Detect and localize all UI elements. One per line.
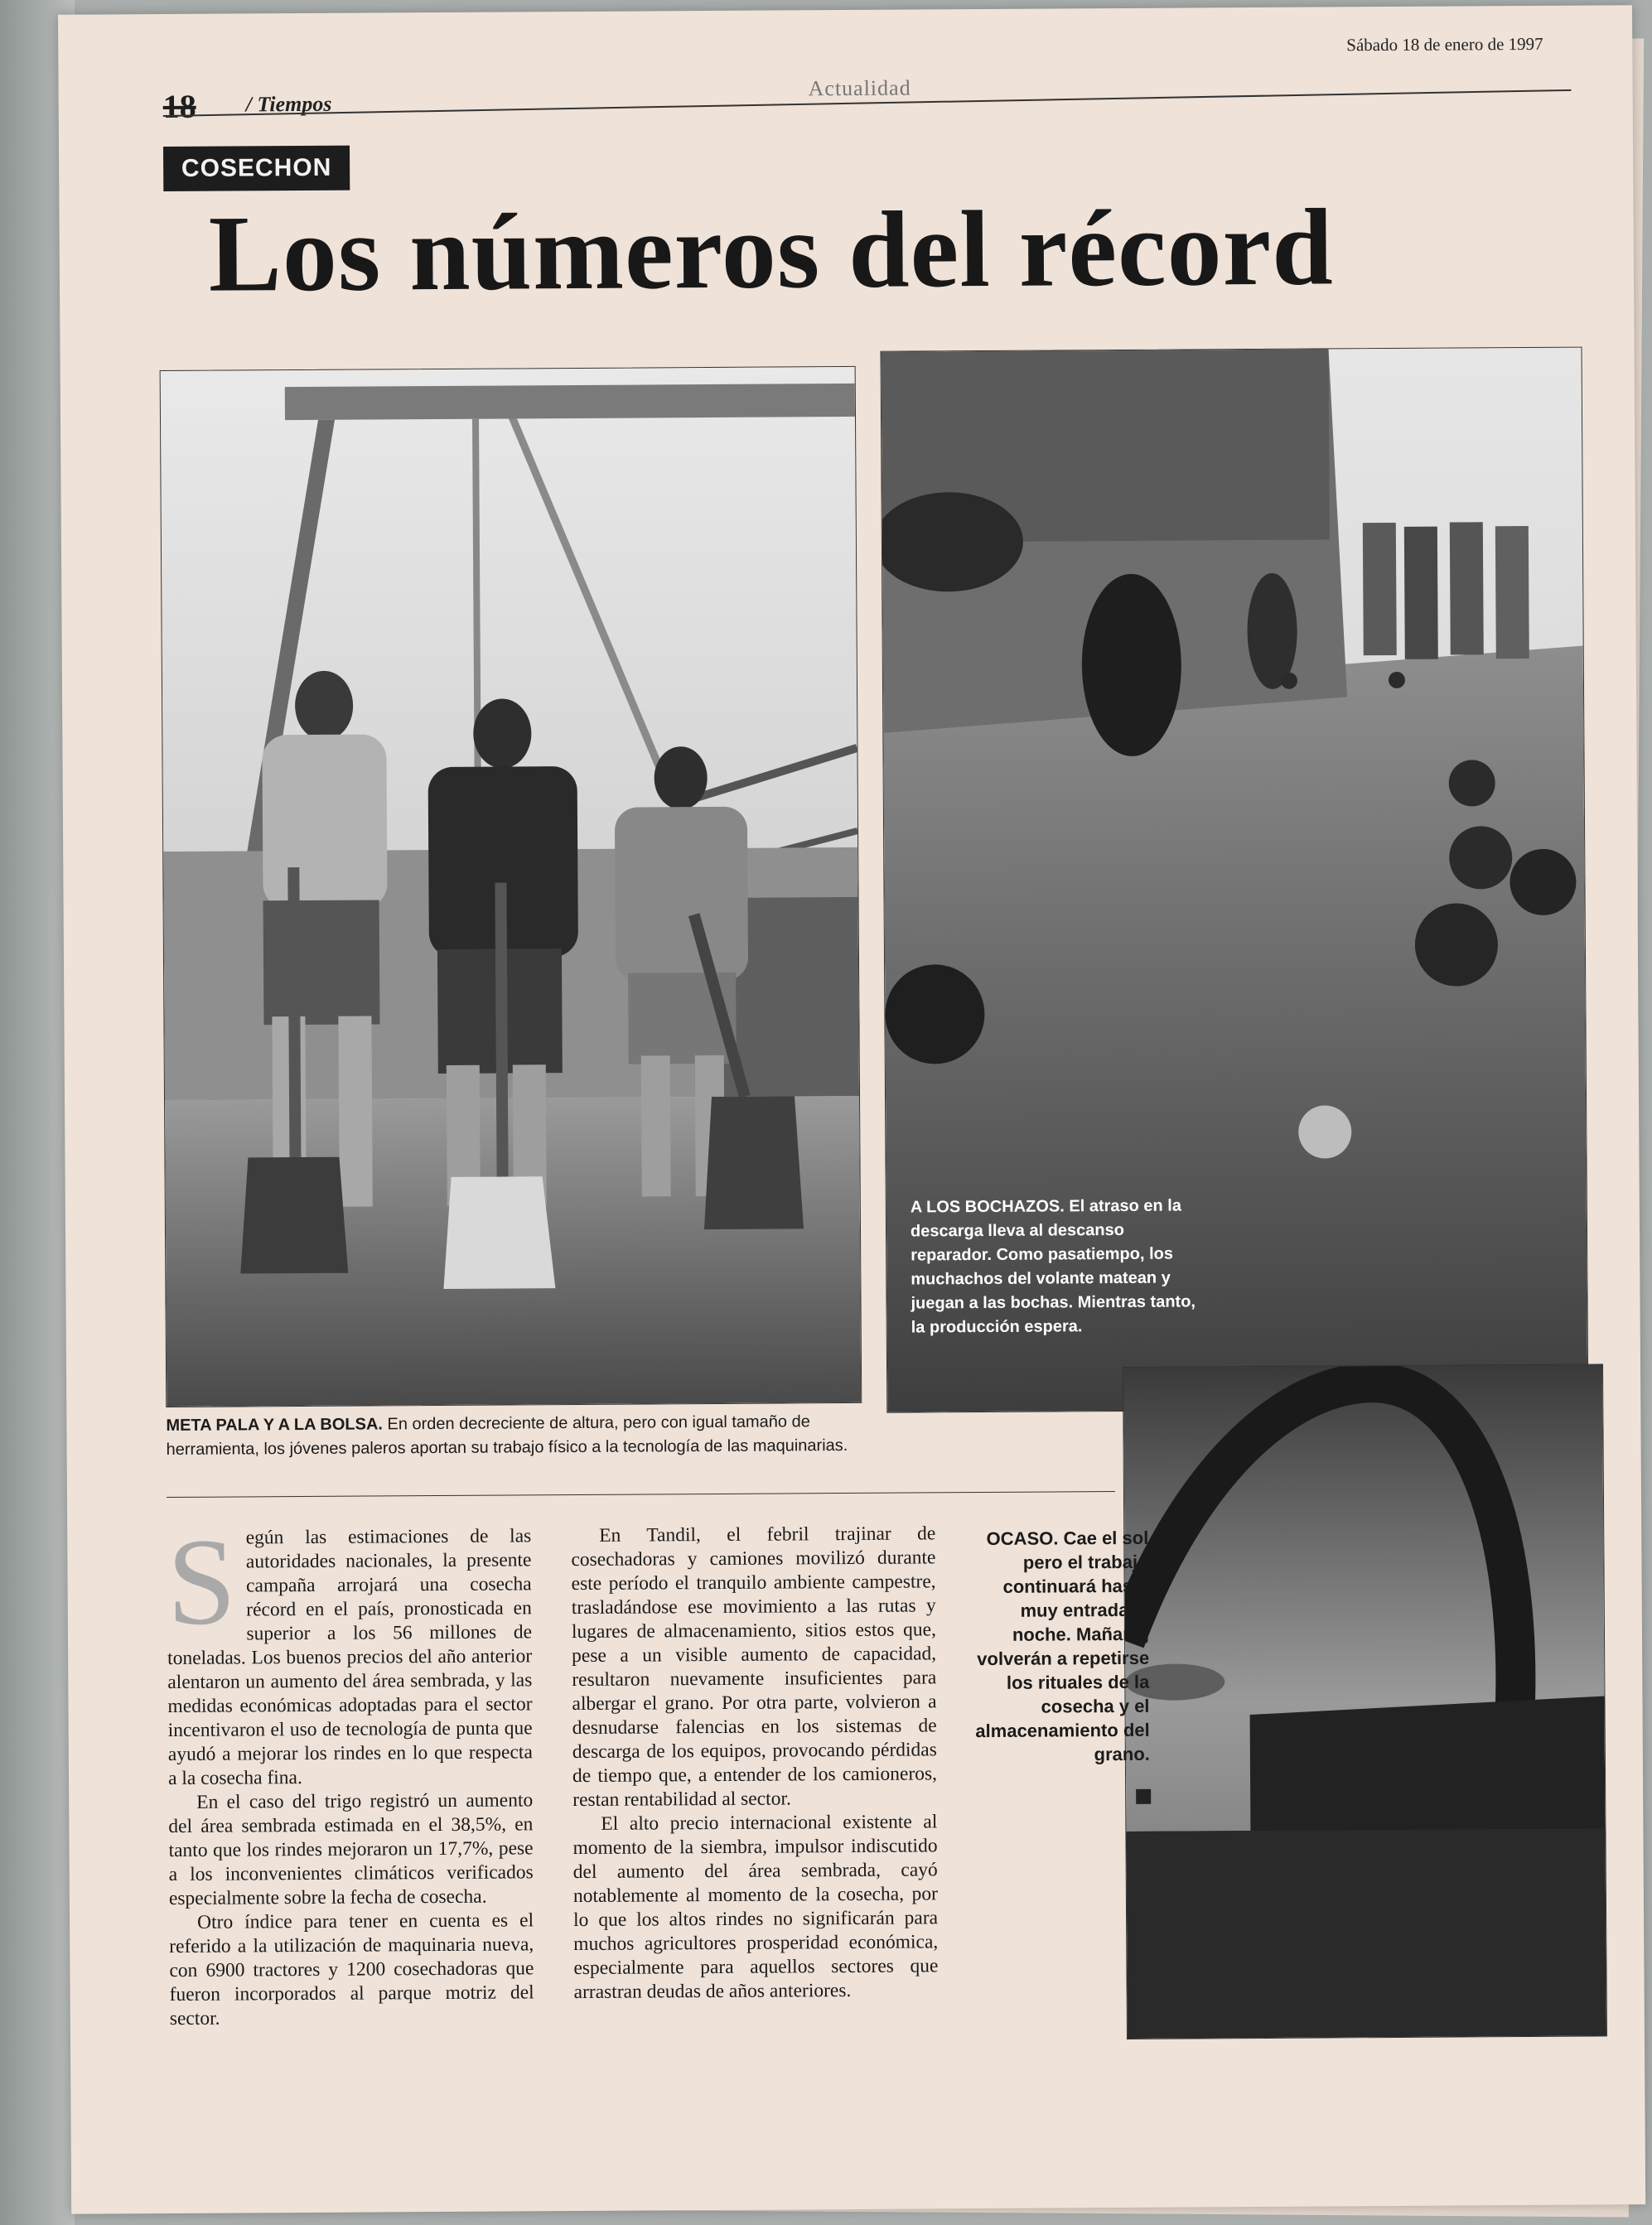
paragraph-5: El alto precio internacional existente al momento de la siembra, impulsor indiscutido del aumento del área sembrada, cayó notablemente al momento de la cosecha, por lo que los altos rindes no significarán para muchos agricultores prosperidad económica, especialmente para aquellos sectores que arrastran deudas de años anteriores. [572, 1811, 939, 2004]
kicker-label: COSECHON [163, 146, 350, 191]
drop-cap: S [167, 1513, 237, 1652]
caption-meta-pala-lead: META PALA Y A LA BOLSA. [166, 1415, 383, 1436]
body-column-2 [571, 1522, 939, 2005]
issue-date: Sábado 18 de enero de 1997 [1346, 33, 1543, 56]
caption-ocaso-lead: OCASO. [986, 1528, 1059, 1549]
caption-ocaso [970, 1526, 1150, 1767]
page-number: 18 [162, 87, 196, 126]
paragraph-1 [167, 1513, 533, 1791]
newspaper-page [58, 5, 1645, 2214]
caption-meta-pala-text: En orden decreciente de altura, pero con igual tamaño de herramienta, los jóvenes paleros aportan su trabajo físico a la tecnología de las maquinarias. [166, 1412, 848, 1460]
paragraph-3: Otro índice para tener en cuenta es el referido a la utilización de maquinaria nueva, con 6900 tractores y 1200 cosechadoras que fueron incorporados al parque motriz del sector. [169, 1909, 534, 2030]
caption-ocaso-text: Cae el sol pero el trabajo continuará hasta muy entrada la noche. Mañana, volverán a repetirse los rituales de la cosecha y el almacenamiento del grano. [975, 1527, 1150, 1765]
headline: Los números del récord [208, 186, 1335, 315]
section-name: / Tiempos [245, 91, 332, 117]
paragraph-1-text: egún las estimaciones de las autoridades nacionales, la presente campaña arrojará una cosecha récord en el país, pronosticada en superior a los 56 millones de toneladas. Los buenos precios del año anterior alentaron un aumento del área sembrada, y las medidas económicas adoptadas para el sector incentivaron el uso de tecnología de punta que ayudó a mejorar los rindes en lo que respecta a la cosecha fina. [167, 1525, 533, 1790]
center-section-name: Actualidad [808, 75, 911, 101]
paragraph-2: En el caso del trigo registró un aumento del área sembrada estimada en el 38,5%, en tanto que los rindes mejoraron un 17,7%, pese a los inconvenientes climáticos verificados especialmente sobre la fecha de cosecha. [168, 1789, 534, 1910]
caption-bochazos [911, 1194, 1210, 1339]
end-mark [1136, 1789, 1151, 1804]
caption-bochazos-lead: A LOS BOCHAZOS. [910, 1197, 1065, 1217]
caption-bochazos-text: El atraso en la descarga lleva al descanso reparador. Como pasatiempo, los muchachos del volante matean y juegan a las bochas. Mientras tanto, la producción espera. [910, 1196, 1196, 1337]
paragraph-4: En Tandil, el febril trajinar de cosechadoras y camiones movilizó durante este período el tranquilo ambiente campestre, trasladándose ese movimiento a las rutas y lugares de almacenamiento, sitios estos que, pese a un visible aumento de capacidad, resultaron nuevamente insuficientes para albergar el grano. Por otra parte, volvieron a desnudarse falencias en los sistemas de descarga de los equipos, provocando pérdidas de tiempo que, a entender de los camioneros, restan rentabilidad al sector. [571, 1523, 938, 1812]
body-column-1 [167, 1513, 534, 2031]
photo-shovel-workers [160, 366, 862, 1407]
caption-rule [167, 1491, 1115, 1498]
caption-meta-pala [166, 1410, 878, 1462]
photo-ocaso [1123, 1363, 1607, 2039]
